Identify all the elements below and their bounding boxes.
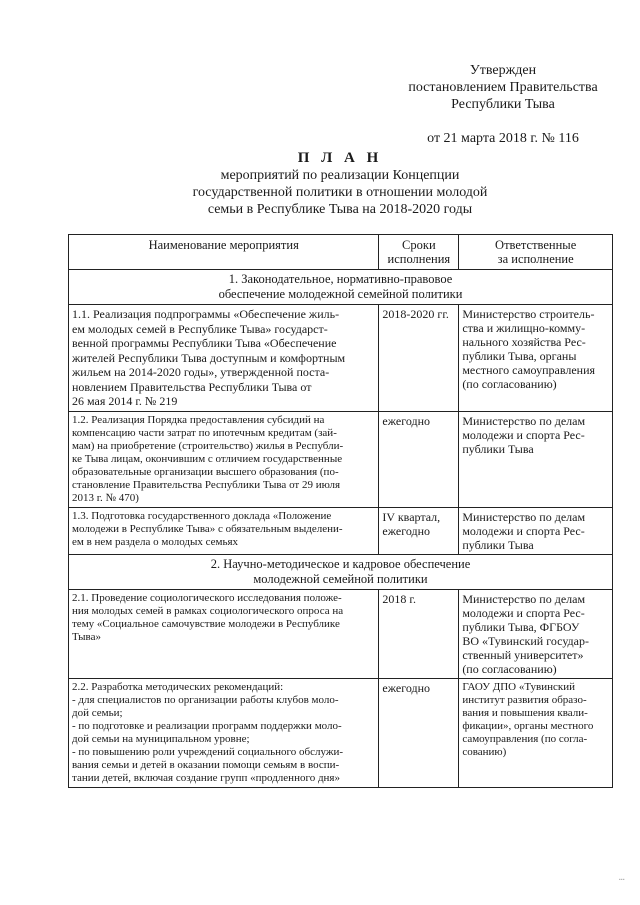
activity-responsible: Министерство по делам молодежи и спорта Рес- публики Тыва [459, 411, 613, 507]
activity-name: 1.3. Подготовка государственного доклада «Положение молодежи в Республике Тыва» с обязательным выделени- ем в нем раздела о молодых семьях [69, 507, 379, 554]
activity-responsible: Министерство по делам молодежи и спорта Рес- публики Тыва, ФГБОУ ВО «Тувинский государ- ственный университет» (по согласованию) [459, 589, 613, 678]
title-line-3: семьи в Республике Тыва на 2018-2020 годы [207, 202, 473, 217]
activity-responsible: Министерство по делам молодежи и спорта Рес- публики Тыва [459, 507, 613, 554]
activity-term: 2018-2020 гг. [379, 305, 459, 412]
section-title: 1. Законодательное, нормативно-правовое обеспечение молодежной семейной политики [69, 270, 613, 305]
section-title: 2. Научно-методическое и кадровое обеспечение молодежной семейной политики [69, 554, 613, 589]
title-heading: П Л А Н [297, 150, 383, 166]
approval-line-1: Утвержден [469, 63, 537, 78]
table-row [69, 507, 613, 554]
header-name: Наименование мероприятия [69, 235, 379, 270]
activity-term: ежегодно [379, 411, 459, 507]
approval-line-3: Республики Тыва [451, 97, 555, 112]
table-row [69, 305, 613, 412]
header-term: Сроки исполнения [379, 235, 459, 270]
title-line-1: мероприятий по реализации Концепции [220, 168, 460, 183]
activity-responsible: Министерство строитель- ства и жилищно-комму- нального хозяйства Рес- публики Тыва, органы местного самоуправления (по согласованию) [459, 305, 613, 412]
document-title [60, 150, 620, 218]
approval-line-2: постановлением Правительства [408, 80, 598, 95]
table-row [69, 678, 613, 787]
activity-term: 2018 г. [379, 589, 459, 678]
approval-date: от 21 марта 2018 г. № 116 [427, 131, 579, 146]
activity-term: IV квартал, ежегодно [379, 507, 459, 554]
activity-name: 1.2. Реализация Порядка предоставления субсидий на компенсацию части затрат по ипотечным кредитам (зай- мам) на приобретение (строительство) жилья в Республи- ке Тыва лицам, окончившим с отличием государственные образовательные организации высшего образования (по- становление Правительства Республики Тыва от 29 июля 2013 г. № 470) [69, 411, 379, 507]
activity-name: 2.2. Разработка методических рекомендаций: - для специалистов по организации работы клубов моло- дой семьи; - по подготовке и реализации программ поддержки моло- дой семьи на муниципальном уровне; - по повышению роли учреждений социального обслужи- вания семьи и детей в оказании помощи семьям в воспи- тании детей, включая создание групп «продленного дня» [69, 678, 379, 787]
margin-mark: ⁝ [617, 878, 626, 881]
activity-name: 2.1. Проведение социологического исследования положе- ния молодых семей в рамках социологического опроса на тему «Социальное самочувствие молодежи в Республике Тыва» [69, 589, 379, 678]
table-row [69, 411, 613, 507]
activity-responsible: ГАОУ ДПО «Тувинский институт развития образо- вания и повышения квали- фикации», органы местного самоуправления (по согла- сованию) [459, 678, 613, 787]
table-header-row [69, 235, 613, 270]
section-row [69, 270, 613, 305]
activity-term: ежегодно [379, 678, 459, 787]
approval-block [380, 62, 626, 147]
activity-name: 1.1. Реализация подпрограммы «Обеспечение жиль- ем молодых семей в Республике Тыва» государст- венной программы Республики Тыва «Обеспечение жителей Республики Тыва доступным и комфортным жильем на 2014-2020 годы», утвержденной поста- новлением Правительства Республики Тыва от 26 мая 2014 г. № 219 [69, 305, 379, 412]
plan-table [68, 234, 613, 788]
section-row [69, 554, 613, 589]
table-row [69, 589, 613, 678]
header-responsible: Ответственные за исполнение [459, 235, 613, 270]
title-line-2: государственной политики в отношении молодой [192, 185, 488, 200]
